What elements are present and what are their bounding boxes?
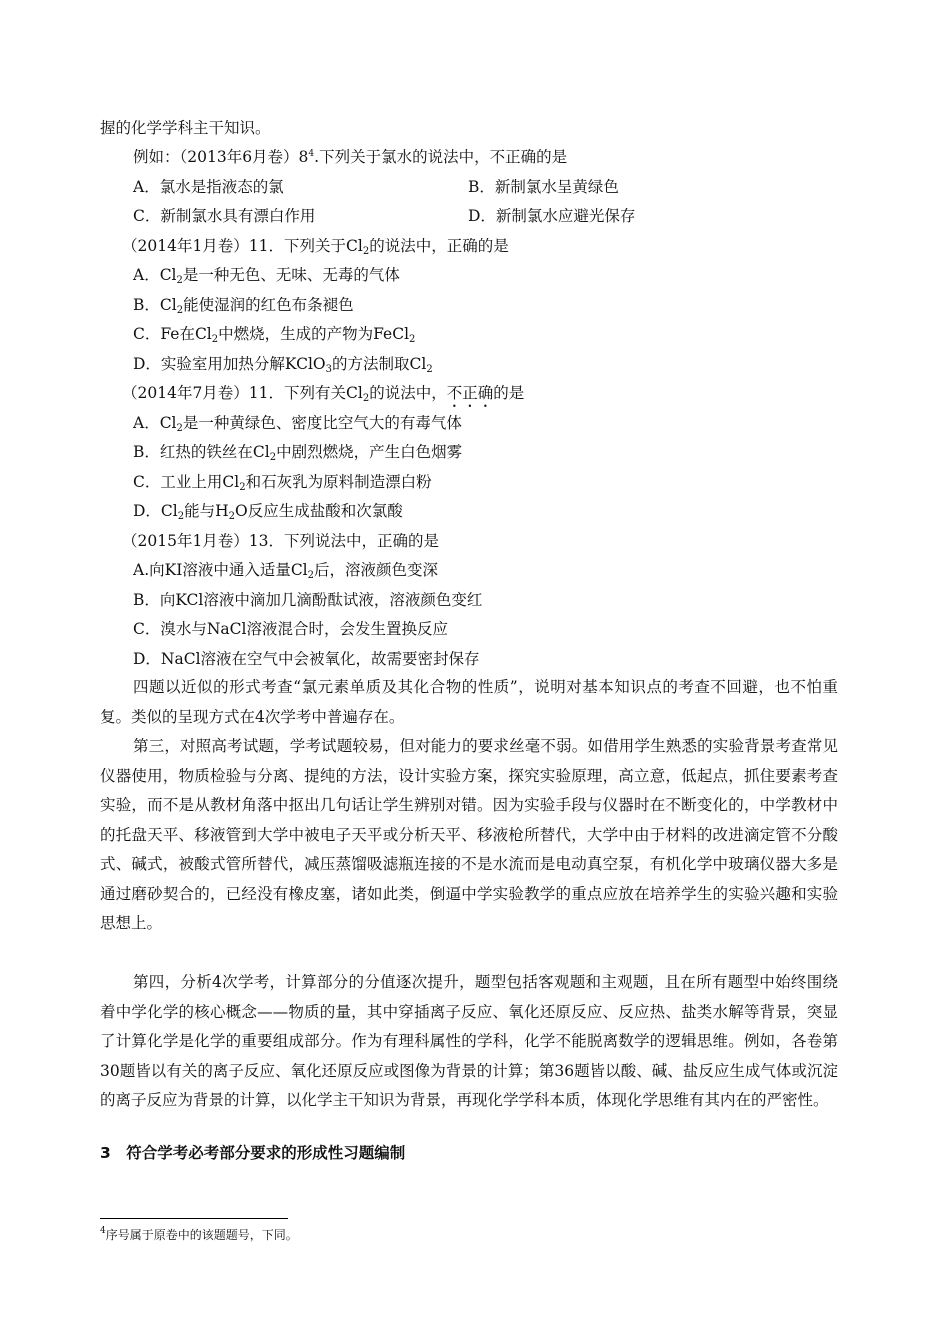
example-2-option-d: D．实验室用加热分解KClO$_3$的方法制取$Cl_2$ — [133, 355, 433, 375]
paragraph-fourth: 第四，分析4次学考，计算部分的分值逐次提升，题型包括客观题和主观题，且在所有题型中始终围绕着中学化学的核心概念——物质的量，其中穿插离子反应、氧化还原反应、反应热、盐类水解等背景，突显了计算化学是化学的重要组成部分。作为有理科属性的学科，化学不能脱离数学的逻辑思维。例如，各卷第30题皆以有关的离子反应、氧化还原反应或图像为背景的计算；第36题皆以酸、碱、盐反应生成气体或沉淀的离子反应为背景的计算，以化学主干知识为背景，再现化学学科本质，体现化学思维有其内在的严密性。 — [100, 973, 838, 1109]
footnote-mark: 4 — [100, 1226, 106, 1236]
paragraph-summary: 四题以近似的形式考查“氯元素单质及其化合物的性质”，说明对基本知识点的考查不回避，也不怕重复。类似的呈现方式在4次学考中普遍存在。 — [100, 678, 838, 726]
emphasis-not-correct: 不正确 — [446, 384, 494, 402]
example-2-option-c: C．Fe在$Cl_2$中燃烧，生成的产物为FeCl$_2$ — [133, 325, 416, 345]
footnote-divider — [100, 1218, 288, 1219]
option-b: B．新制氯水呈黄绿色 — [468, 178, 619, 196]
example-4-stem: （2015年1月卷）13．下列说法中，正确的是 — [122, 532, 440, 550]
example-4-option-c: C．溴水与NaCl溶液混合时，会发生置换反应 — [133, 620, 448, 638]
option-c: C．新制氯水具有漂白作用 — [133, 207, 316, 225]
example-4-option-d: D．NaCl溶液在空气中会被氧化，故需要密封保存 — [133, 650, 480, 668]
example-4-option-a: A.向KI溶液中通入适量$Cl_2$后，溶液颜色变深 — [133, 561, 439, 581]
example-3-option-c: C．工业上用$Cl_2$和石灰乳为原料制造漂白粉 — [133, 473, 432, 493]
footnote-reference: 4 — [308, 149, 315, 159]
option-d: D．新制氯水应避光保存 — [468, 207, 636, 225]
example-2-option-b: B．$Cl_2$能使湿润的红色布条褪色 — [133, 296, 354, 316]
example-3-stem: （2014年7月卷）11．下列有关$Cl_2$的说法中，不正确的是 — [122, 384, 525, 404]
example-3-option-a: A．$Cl_2$是一种黄绿色、密度比空气大的有毒气体 — [133, 414, 462, 434]
paragraph-third: 第三，对照高考试题，学考试题较易，但对能力的要求丝毫不弱。如借用学生熟悉的实验背景考查常见仪器使用，物质检验与分离、提纯的方法，设计实验方案，探究实验原理，高立意，低起点，抓住要素考查实验，而不是从教材角落中抠出几句话让学生辨别对错。因为实验手段与仪器时在不断变化的，中学教材中的托盘天平、移液管到大学中被电子天平或分析天平、移液枪所替代，大学中由于材料的改进滴定管不分酸式、碱式，被酸式管所替代，减压蒸馏吸滤瓶连接的不是水流而是电动真空泵，有机化学中玻璃仪器大多是通过磨砂契合的，已经没有橡皮塞，诸如此类，倒逼中学实验教学的重点应放在培养学生的实验兴趣和实验思想上。 — [100, 737, 838, 932]
section-heading: 3 符合学考必考部分要求的形成性习题编制 — [100, 1144, 406, 1162]
intro-line: 握的化学学科主干知识。 — [100, 119, 271, 137]
footnote — [100, 1226, 298, 1243]
example-4-option-b: B．向KCl溶液中滴加几滴酚酞试液，溶液颜色变红 — [133, 591, 483, 609]
example-1-stem: 例如：（2013年6月卷）$8^4$.下列关于氯水的说法中，不正确的是 — [133, 148, 568, 166]
footnote-text: 序号属于原卷中的该题题号，下同。 — [105, 1228, 298, 1242]
example-3-option-d: D．$Cl_2$能与$H_2O$反应生成盐酸和次氯酸 — [133, 502, 403, 522]
option-a: A．氯水是指液态的氯 — [133, 178, 284, 196]
example-1-options-ab — [133, 177, 833, 197]
example-1-options-cd — [133, 206, 833, 226]
example-2-stem: （2014年1月卷）11．下列关于$Cl_2$的说法中，正确的是 — [122, 237, 509, 257]
example-3-option-b: B．红热的铁丝在$Cl_2$中剧烈燃烧，产生白色烟雾 — [133, 443, 463, 463]
example-2-option-a: A．$Cl_2$是一种无色、无味、无毒的气体 — [133, 266, 400, 286]
